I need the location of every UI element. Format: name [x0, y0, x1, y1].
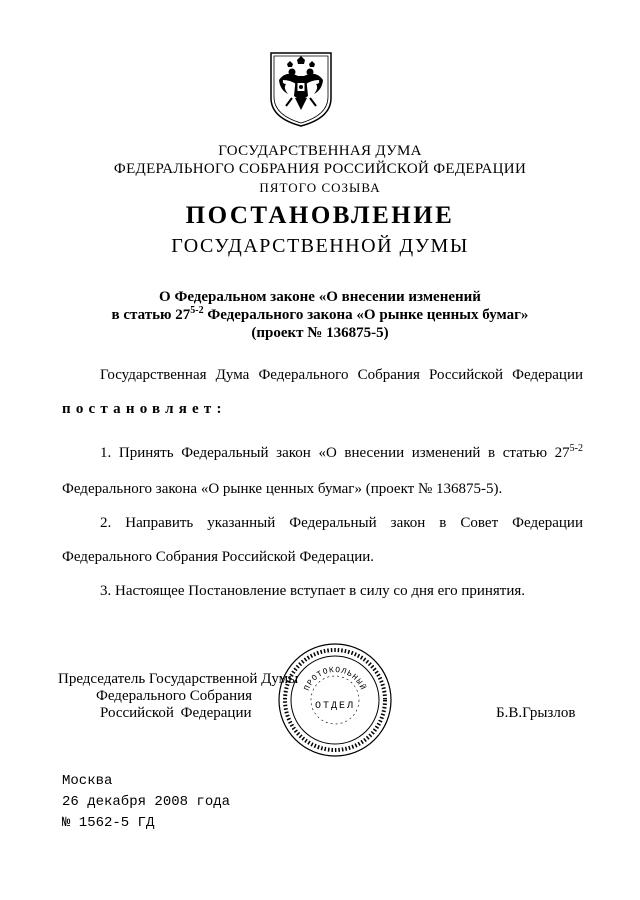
item-2: 2. Направить указанный Федеральный закон в Совет Федерации: [100, 515, 583, 531]
subject-line-3: (проект № 136875-5): [251, 325, 389, 341]
header-line-duma: ГОСУДАРСТВЕННАЯ ДУМА: [218, 143, 422, 159]
document-title: ПОСТАНОВЛЕНИЕ: [185, 202, 455, 229]
item-1-text: 1. Принять Федеральный закон «О внесении изменений в статью 27: [100, 445, 570, 461]
subject-line-2-text: в статью 27: [111, 307, 191, 323]
signatory-title-line-1: Председатель Государственной Думы: [58, 671, 299, 687]
item-1-continuation: Федерального закона «О рынке ценных бумаг» (проект № 136875-5).: [62, 481, 503, 497]
stamp-center-text: ОТДЕЛ: [314, 701, 356, 712]
subject-line-2-text-end: Федерального закона «О рынке ценных бумаг»: [203, 307, 529, 323]
header-line-convocation: ПЯТОГО СОЗЫВА: [259, 180, 381, 195]
signatory-name: Б.В.Грызлов: [496, 705, 576, 721]
item-1: [100, 445, 583, 462]
coat-of-arms-emblem: [268, 50, 334, 128]
document-number: № 1562-5 ГД: [62, 815, 155, 831]
document-subtitle: ГОСУДАРСТВЕННОЙ ДУМЫ: [171, 235, 469, 257]
item-1-superscript: 5-2: [569, 443, 583, 454]
stamp-inner-text: ПРОТОКОЛЬНЫЙ: [302, 665, 368, 693]
svg-text:ПРОТОКОЛЬНЫЙ: [303, 666, 368, 692]
subject-line-1: О Федеральном законе «О внесении изменений: [159, 289, 481, 305]
official-stamp: [275, 640, 395, 760]
issue-date: 26 декабря 2008 года: [62, 794, 231, 810]
intro-paragraph: Государственная Дума Федерального Собрания Российской Федерации: [100, 367, 583, 383]
item-3: 3. Настоящее Постановление вступает в силу со дня его принятия.: [100, 583, 526, 599]
subject-line-2: [0, 307, 640, 324]
header-line-assembly: ФЕДЕРАЛЬНОГО СОБРАНИЯ РОССИЙСКОЙ ФЕДЕРАЦИИ: [113, 161, 527, 177]
item-2-continuation: Федерального Собрания Российской Федерации.: [62, 549, 375, 565]
signatory-title-line-3: Российской Федерации: [100, 705, 252, 721]
signatory-title-line-2: Федерального Собрания: [96, 688, 253, 704]
subject-article-superscript: 5-2: [190, 305, 204, 316]
decree-word: постановляет:: [62, 401, 227, 417]
place-of-issue: Москва: [62, 773, 113, 789]
